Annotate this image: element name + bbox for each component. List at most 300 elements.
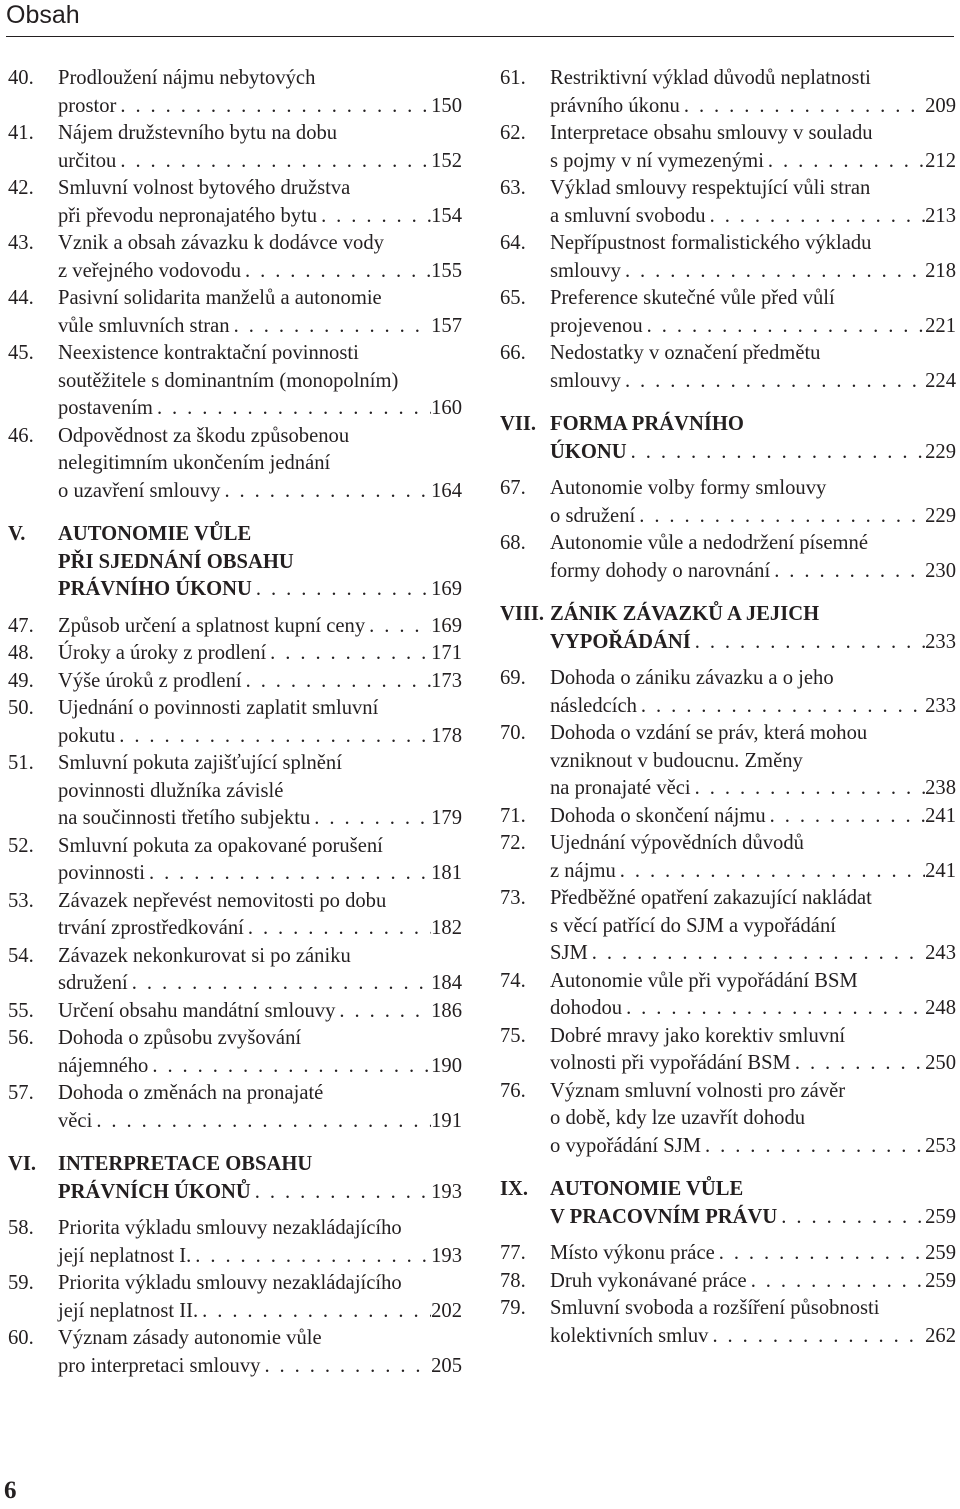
entry-title-line: Dohoda o zániku závazku a o jeho xyxy=(550,667,834,689)
page-ref: 262 xyxy=(925,1324,956,1347)
entry-title-line: SJM xyxy=(550,942,588,964)
entry-number: 75. xyxy=(500,1024,526,1047)
entry-title xyxy=(58,175,462,230)
entry-title-line: z nájmu xyxy=(550,859,616,882)
entry-title-line: Priorita výkladu smlouvy nezakládajícího xyxy=(58,1217,402,1239)
entry-last-line xyxy=(58,915,462,943)
dot-leader xyxy=(622,995,925,1023)
page-ref: 259 xyxy=(925,1242,956,1264)
entry-title-line: Způsob určení a splatnost kupní ceny xyxy=(58,614,366,637)
entry-number: 70. xyxy=(500,722,526,744)
entry-number: 66. xyxy=(500,342,526,364)
entry-title xyxy=(550,1023,956,1078)
entry-last-line xyxy=(550,995,956,1023)
entry-title-line: AUTONOMIE VŮLE xyxy=(550,1178,744,1200)
dot-leader xyxy=(627,439,925,467)
entry-title xyxy=(550,175,956,230)
entry-title xyxy=(550,665,956,720)
entry-number: 46. xyxy=(8,424,34,447)
entry-title-line: o vypořádání SJM xyxy=(550,1134,702,1157)
toc-entry xyxy=(8,65,462,120)
header-title: Obsah xyxy=(6,1,80,29)
entry-number: 56. xyxy=(8,1027,34,1049)
page-header xyxy=(6,0,954,37)
toc-section-heading xyxy=(500,411,956,466)
dot-leader xyxy=(706,203,926,231)
entry-number: 49. xyxy=(8,669,34,692)
entry-title-line: vůle smluvních stran xyxy=(58,314,230,337)
dot-leader xyxy=(708,1323,925,1351)
page-ref: 221 xyxy=(925,314,956,337)
toc-entry xyxy=(8,833,462,888)
entry-number: 47. xyxy=(8,614,34,637)
entry-number: 53. xyxy=(8,889,34,912)
entry-last-line xyxy=(550,803,956,831)
entry-title xyxy=(550,1176,956,1231)
entry-title-line: o uzavření smlouvy xyxy=(58,479,221,502)
dot-leader xyxy=(701,1133,925,1161)
entry-title-line: V PRACOVNÍM PRÁVU xyxy=(550,1205,778,1228)
dot-leader xyxy=(115,723,431,751)
toc-entry xyxy=(500,1295,956,1350)
page-ref: 241 xyxy=(925,804,956,827)
entry-title-line: PŘI SJEDNÁNÍ OBSAHU xyxy=(58,550,294,573)
entry-number: 55. xyxy=(8,999,34,1022)
entry-title-line: Autonomie volby formy smlouvy xyxy=(550,477,827,499)
entry-title xyxy=(58,640,462,668)
page-ref: 238 xyxy=(925,777,956,799)
entry-title xyxy=(550,411,956,466)
page-ref: 253 xyxy=(925,1134,956,1157)
entry-last-line xyxy=(550,439,956,467)
entry-title-line: povinnosti xyxy=(58,862,145,884)
toc-entry xyxy=(8,1325,462,1380)
toc-entry xyxy=(500,340,956,395)
entry-title xyxy=(550,475,956,530)
page-ref: 178 xyxy=(431,724,462,747)
entry-title-line: pokutu xyxy=(58,724,116,747)
dot-leader xyxy=(621,258,925,286)
page-ref: 209 xyxy=(925,94,956,117)
entry-title xyxy=(550,340,956,395)
toc-entry xyxy=(500,530,956,585)
entry-title xyxy=(550,530,956,585)
entry-last-line xyxy=(58,970,462,998)
page-ref: 154 xyxy=(431,204,462,227)
page-ref: 205 xyxy=(431,1354,462,1377)
entry-title xyxy=(58,1270,462,1325)
entry-title-line: Dohoda o způsobu zvyšování xyxy=(58,1027,302,1049)
entry-title xyxy=(550,285,956,340)
entry-title xyxy=(550,1295,956,1350)
entry-title-line: Závazek nepřevést nemovitosti po dobu xyxy=(58,889,387,912)
entry-title-line: vzniknout v budoucnu. Změny xyxy=(550,749,803,772)
entry-title xyxy=(58,1025,462,1080)
entry-number: 78. xyxy=(500,1269,526,1292)
entry-title xyxy=(58,668,462,696)
entry-last-line xyxy=(58,1298,462,1326)
entry-title-line: Autonomie vůle a nedodržení písemné xyxy=(550,532,868,554)
page-ref: 250 xyxy=(925,1052,956,1074)
entry-title-line: trvání zprostředkování xyxy=(58,917,244,939)
entry-number: 57. xyxy=(8,1082,34,1104)
entry-title-line: Význam zásady autonomie vůle xyxy=(58,1327,322,1349)
entry-title-line: na pronajaté věci xyxy=(550,777,691,799)
toc-entry xyxy=(500,830,956,885)
entry-title xyxy=(550,230,956,285)
page-ref: 230 xyxy=(925,559,956,582)
entry-last-line xyxy=(550,503,956,531)
entry-title xyxy=(58,1151,462,1206)
entry-last-line xyxy=(550,558,956,586)
entry-title-line: věci xyxy=(58,1109,93,1132)
toc-entry xyxy=(500,1240,956,1268)
page-ref: 224 xyxy=(925,369,956,392)
entry-title-line: Smluvní svoboda a rozšíření působnosti xyxy=(550,1297,880,1319)
entry-title-line: její neplatnost I. xyxy=(58,1244,192,1267)
toc-section-heading xyxy=(500,601,956,656)
entry-title xyxy=(550,1240,956,1268)
entry-last-line xyxy=(550,775,956,803)
entry-title xyxy=(550,1078,956,1161)
entry-number: 67. xyxy=(500,477,526,499)
entry-title xyxy=(550,601,956,656)
entry-last-line xyxy=(58,313,462,341)
toc-entry xyxy=(8,998,462,1026)
entry-number: 43. xyxy=(8,232,34,254)
entry-title-line: Závazek nekonkurovat si po zániku xyxy=(58,944,351,967)
dot-leader xyxy=(145,860,431,888)
toc-entry xyxy=(500,175,956,230)
entry-title-line: s věcí patřící do SJM a vypořádání xyxy=(550,914,836,937)
entry-title-line: sdružení xyxy=(58,972,128,994)
entry-number: 59. xyxy=(8,1272,34,1294)
toc-entry xyxy=(500,885,956,968)
entry-title xyxy=(550,65,956,120)
entry-title-line: určitou xyxy=(58,149,117,172)
toc-section-heading xyxy=(8,1151,462,1206)
entry-last-line xyxy=(58,640,462,668)
entry-title xyxy=(58,695,462,750)
page-ref: 169 xyxy=(431,578,462,600)
entry-number: 63. xyxy=(500,177,526,199)
entry-number: 77. xyxy=(500,1242,526,1264)
page-ref: 191 xyxy=(431,1109,462,1132)
toc-entry xyxy=(8,1080,462,1135)
entry-last-line xyxy=(550,368,956,396)
dot-leader xyxy=(251,1179,431,1207)
entry-last-line xyxy=(58,1053,462,1081)
entry-title xyxy=(58,340,462,423)
dot-leader xyxy=(92,1108,431,1136)
entry-title-line: Nájem družstevního bytu na dobu xyxy=(58,122,338,144)
toc-entry xyxy=(500,665,956,720)
entry-title-line: Dohoda o vzdání se práv, která mohou xyxy=(550,722,868,744)
toc-section-heading xyxy=(8,521,462,604)
toc-section-heading xyxy=(500,1176,956,1231)
dot-leader xyxy=(242,668,432,696)
dot-leader xyxy=(616,858,925,886)
entry-title xyxy=(550,830,956,885)
entry-title-line: FORMA PRÁVNÍHO xyxy=(550,413,744,435)
entry-last-line xyxy=(550,258,956,286)
entry-number: 76. xyxy=(500,1079,526,1102)
entry-number: 58. xyxy=(8,1217,34,1239)
page-ref: 186 xyxy=(431,999,462,1022)
entry-title-line: při převodu nepronajatého bytu xyxy=(58,204,318,227)
toc-entry xyxy=(8,943,462,998)
entry-title-line: AUTONOMIE VŮLE xyxy=(58,523,252,545)
entry-last-line xyxy=(58,1179,462,1207)
entry-number: VII. xyxy=(500,413,537,435)
entry-number: 69. xyxy=(500,667,526,689)
entry-title-line: Úroky a úroky z prodlení xyxy=(58,642,267,664)
entry-title xyxy=(58,943,462,998)
entry-number: 54. xyxy=(8,944,34,967)
entry-title-line: VYPOŘÁDÁNÍ xyxy=(550,630,691,653)
entry-title-line: nájemného xyxy=(58,1054,149,1077)
entry-number: 40. xyxy=(8,67,34,89)
dot-leader xyxy=(715,1240,925,1268)
dot-leader xyxy=(153,395,431,423)
entry-title-line: povinnosti dlužníka závislé xyxy=(58,779,284,802)
entry-title-line: Nepřípustnost formalistického výkladu xyxy=(550,232,872,254)
entry-title-line: soutěžitele s dominantním (monopolním) xyxy=(58,369,399,392)
toc-entry xyxy=(8,423,462,506)
entry-last-line xyxy=(58,1108,462,1136)
entry-last-line xyxy=(550,1240,956,1268)
entry-last-line xyxy=(550,148,956,176)
entry-title-line: Ujednání výpovědních důvodů xyxy=(550,832,804,854)
entry-title xyxy=(58,285,462,340)
entry-title-line: Smluvní volnost bytového družstva xyxy=(58,177,351,199)
page-ref: 179 xyxy=(431,807,462,829)
dot-leader xyxy=(777,1204,925,1232)
dot-leader xyxy=(230,313,432,341)
entry-title-line: Priorita výkladu smlouvy nezakládajícího xyxy=(58,1272,402,1294)
entry-number: 61. xyxy=(500,67,526,89)
toc-entry xyxy=(500,285,956,340)
entry-title-line: Restriktivní výklad důvodů neplatnosti xyxy=(550,67,871,89)
entry-last-line xyxy=(550,1050,956,1078)
entry-number: 68. xyxy=(500,532,526,554)
entry-title-line: INTERPRETACE OBSAHU xyxy=(58,1153,313,1175)
entry-title-line: Smluvní pokuta za opakované porušení xyxy=(58,834,383,857)
dot-leader xyxy=(588,940,925,968)
entry-title-line: dohodou xyxy=(550,997,623,1019)
entry-title xyxy=(58,613,462,641)
dot-leader xyxy=(691,775,925,803)
dot-leader xyxy=(637,693,925,721)
dot-leader xyxy=(747,1268,925,1296)
toc-entry xyxy=(8,613,462,641)
entry-last-line xyxy=(58,613,462,641)
entry-last-line xyxy=(58,1243,462,1271)
entry-title-line: formy dohody o narovnání xyxy=(550,559,771,582)
entry-title xyxy=(550,885,956,968)
toc-entry xyxy=(500,475,956,530)
entry-title-line: o době, kdy lze uzavřít dohodu xyxy=(550,1107,806,1129)
toc-column-left xyxy=(8,65,462,1380)
entry-last-line xyxy=(58,1353,462,1381)
dot-leader xyxy=(317,203,431,231)
entry-number: VI. xyxy=(8,1153,37,1175)
entry-title-line: pro interpretaci smlouvy xyxy=(58,1354,261,1377)
entry-last-line xyxy=(550,693,956,721)
toc-entry xyxy=(8,888,462,943)
entry-title xyxy=(58,120,462,175)
entry-title xyxy=(58,833,462,888)
entry-title-line: Dohoda o změnách na pronajaté xyxy=(58,1082,324,1104)
entry-title-line: Preference skutečné vůle před vůlí xyxy=(550,287,835,309)
entry-title-line: projevenou xyxy=(550,314,643,337)
toc-column-right xyxy=(500,65,956,1350)
entry-title-line: o sdružení xyxy=(550,504,636,527)
toc-entry xyxy=(8,640,462,668)
dot-leader xyxy=(148,1053,431,1081)
page-ref: 248 xyxy=(925,997,956,1019)
entry-number: 41. xyxy=(8,122,34,144)
dot-leader xyxy=(621,368,925,396)
entry-title xyxy=(58,521,462,604)
page-ref: 243 xyxy=(925,942,956,964)
entry-number: 74. xyxy=(500,969,526,992)
entry-last-line xyxy=(550,940,956,968)
toc-entry xyxy=(500,803,956,831)
toc-entry xyxy=(8,750,462,833)
toc-entry xyxy=(8,1270,462,1325)
entry-last-line xyxy=(58,805,462,833)
entry-title xyxy=(58,1080,462,1135)
entry-number: 65. xyxy=(500,287,526,309)
page-ref: 259 xyxy=(925,1269,956,1292)
page-ref: 218 xyxy=(925,259,956,282)
page-ref: 241 xyxy=(925,859,956,882)
dot-leader xyxy=(191,1243,431,1271)
entry-title-line: Neexistence kontraktační povinnosti xyxy=(58,342,359,364)
entry-title-line: PRÁVNÍCH ÚKONŮ xyxy=(58,1180,251,1203)
entry-last-line xyxy=(58,668,462,696)
dot-leader xyxy=(266,640,431,668)
page-ref: 164 xyxy=(431,479,462,502)
toc-entry xyxy=(8,340,462,423)
toc-entry xyxy=(8,120,462,175)
entry-title xyxy=(58,423,462,506)
entry-last-line xyxy=(550,1204,956,1232)
page-ref: 182 xyxy=(431,917,462,939)
entry-last-line xyxy=(550,1323,956,1351)
entry-title-line: ÚKONU xyxy=(550,440,627,463)
entry-last-line xyxy=(58,478,462,506)
entry-last-line xyxy=(58,723,462,751)
page-ref: 193 xyxy=(431,1244,462,1267)
dot-leader xyxy=(335,998,431,1026)
entry-title-line: Smluvní pokuta zajišťující splnění xyxy=(58,752,342,774)
toc-entry xyxy=(8,285,462,340)
entry-title-line: prostor xyxy=(58,94,117,117)
dot-leader xyxy=(764,148,925,176)
entry-title-line: následcích xyxy=(550,694,637,717)
page-ref: 190 xyxy=(431,1054,462,1077)
page-ref: 212 xyxy=(925,149,956,172)
dot-leader xyxy=(252,576,431,604)
dot-leader xyxy=(680,93,925,121)
entry-last-line xyxy=(58,93,462,121)
entry-last-line xyxy=(58,258,462,286)
entry-number: 79. xyxy=(500,1297,526,1319)
page-ref: 157 xyxy=(431,314,462,337)
entry-title xyxy=(550,1268,956,1296)
entry-title-line: s pojmy v ní vymezenými xyxy=(550,149,764,172)
entry-number: 52. xyxy=(8,834,34,857)
entry-title-line: Ujednání o povinnosti zaplatit smluvní xyxy=(58,697,379,719)
dot-leader xyxy=(198,1298,431,1326)
dot-leader xyxy=(791,1050,925,1078)
dot-leader xyxy=(691,629,925,657)
entry-last-line xyxy=(58,203,462,231)
entry-last-line xyxy=(550,313,956,341)
page-ref: 155 xyxy=(431,259,462,282)
entry-title-line: Význam smluvní volnosti pro závěr xyxy=(550,1079,846,1102)
entry-title xyxy=(58,998,462,1026)
toc-entry xyxy=(8,230,462,285)
toc-entry xyxy=(500,230,956,285)
entry-title-line: smlouvy xyxy=(550,259,621,282)
page-ref: 160 xyxy=(431,397,462,419)
entry-title xyxy=(550,720,956,803)
dot-leader xyxy=(220,478,431,506)
dot-leader xyxy=(770,558,925,586)
entry-last-line xyxy=(550,1133,956,1161)
entry-last-line xyxy=(58,576,462,604)
entry-last-line xyxy=(550,858,956,886)
entry-title-line: Prodloužení nájmu nebytových xyxy=(58,67,316,89)
toc-entry xyxy=(500,720,956,803)
entry-title-line: její neplatnost II. xyxy=(58,1299,199,1322)
page-ref: 229 xyxy=(925,440,956,463)
entry-title-line: kolektivních smluv xyxy=(550,1324,709,1347)
page-ref: 202 xyxy=(431,1299,462,1322)
entry-title-line: nelegitimním ukončením jednání xyxy=(58,452,331,474)
entry-title-line: PRÁVNÍHO ÚKONU xyxy=(58,578,252,600)
toc-entry xyxy=(500,1023,956,1078)
entry-title xyxy=(58,750,462,833)
dot-leader xyxy=(241,258,431,286)
entry-title xyxy=(58,888,462,943)
entry-title xyxy=(58,1215,462,1270)
entry-number: 60. xyxy=(8,1327,34,1349)
entry-title-line: právního úkonu xyxy=(550,94,680,117)
entry-number: 50. xyxy=(8,697,34,719)
entry-number: 48. xyxy=(8,642,34,664)
dot-leader xyxy=(116,148,431,176)
entry-title-line: Určení obsahu mandátní smlouvy xyxy=(58,999,336,1022)
page-ref: 233 xyxy=(925,630,956,653)
dot-leader xyxy=(128,970,431,998)
entry-title-line: a smluvní svobodu xyxy=(550,204,706,227)
toc-entry xyxy=(8,175,462,230)
entry-title-line: Dohoda o skončení nájmu xyxy=(550,804,766,827)
toc-entry xyxy=(500,1268,956,1296)
entry-title-line: Předběžné opatření zakazující nakládat xyxy=(550,887,872,909)
dot-leader xyxy=(643,313,925,341)
entry-title xyxy=(58,65,462,120)
entry-title-line: Výše úroků z prodlení xyxy=(58,669,242,692)
entry-number: 42. xyxy=(8,177,34,199)
page-ref: 150 xyxy=(431,94,462,117)
entry-title-line: Autonomie vůle při vypořádání BSM xyxy=(550,969,858,992)
dot-leader xyxy=(310,805,431,833)
